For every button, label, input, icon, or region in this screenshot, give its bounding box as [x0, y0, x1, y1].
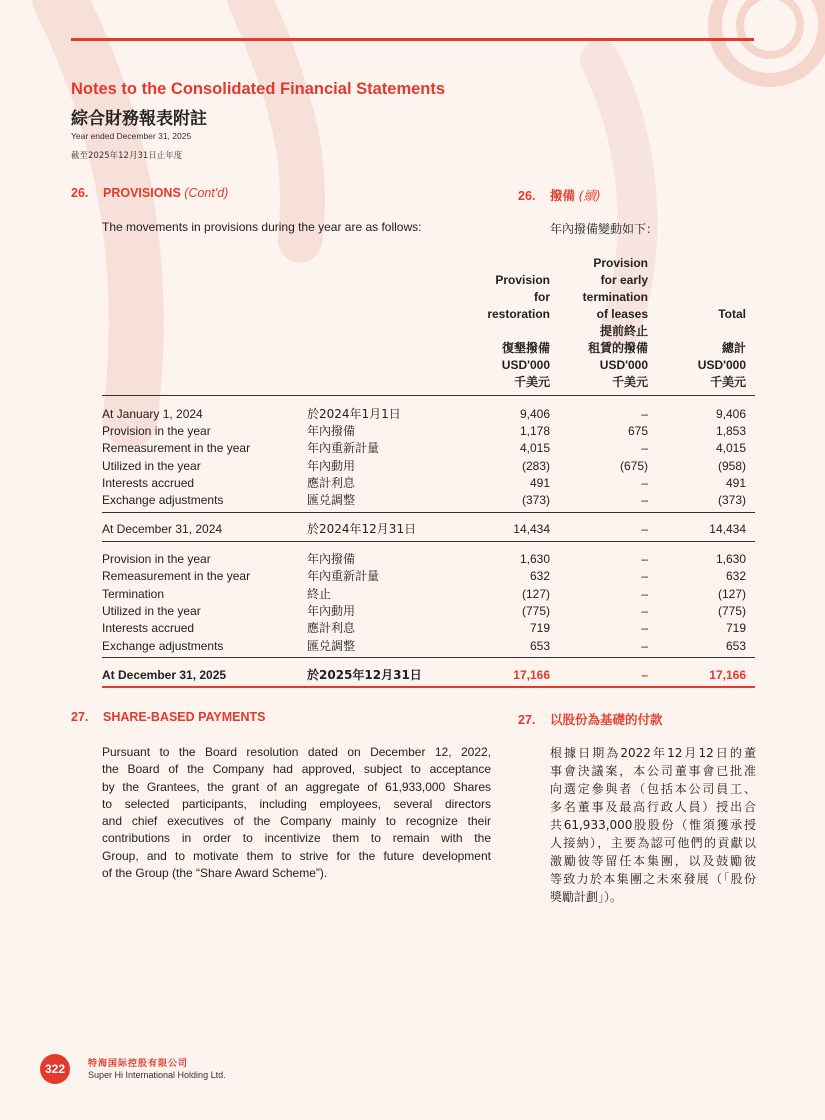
table-row: At January 1, 2024 於2024年1月1日 9,406 – 9,406 [102, 407, 746, 421]
period-label: Year ended December 31, 2025 [71, 131, 192, 141]
share-award-paragraph: Pursuant to the Board resolution dated on December 12, 2022, the Board of the Company had approved, subject to acceptance by the Grantees, the grant of an aggregate of 61,933,000 Shares to selected participants, including employees, several directors and chief executives of the Company mainly to recognize their contributions in order to incentivize them to remain with the Group, and to motivate them to strive for the future development of the Group (the “Share Award Scheme”). [102, 745, 491, 881]
header-rule [71, 38, 754, 41]
table-row: Termination 終止 (127) – (127) [102, 587, 746, 601]
period-label-zh: 截至2025年12月31日止年度 [71, 151, 183, 161]
subtotal-rule [102, 512, 755, 513]
section-26-heading: 26. PROVISIONS (Cont'd) [71, 186, 229, 200]
table-row-subtotal: At December 31, 2024 於2024年12月31日 14,434 – 14,434 [102, 522, 746, 536]
table-row: Provision in the year 年內撥備 1,630 – 1,630 [102, 552, 746, 566]
column-header-early-termination: Provision for early termination of leases 提前終止 租賃的撥備 USD'000 千美元 [582, 256, 648, 389]
table-row: Interests accrued 應計利息 491 – 491 [102, 476, 746, 490]
provisions-intro: The movements in provisions during the year are as follows: [102, 220, 422, 234]
column-header-restoration: Provision for restoration 復墾撥備 USD'000 千美元 [487, 273, 550, 389]
section-27-heading: 27. SHARE-BASED PAYMENTS [71, 710, 266, 724]
section-26-heading-zh: 26. 撥備 (續) [518, 188, 601, 203]
provisions-intro-zh: 年內撥備變動如下： [550, 222, 659, 236]
total-double-rule [102, 686, 755, 688]
subtotal-rule [102, 541, 755, 542]
company-name-zh: 特海国际控股有限公司 [88, 1059, 189, 1069]
table-row: Provision in the year 年內撥備 1,178 675 1,853 [102, 424, 746, 438]
column-header-total: Total 總計 USD'000 千美元 [697, 307, 746, 389]
share-award-paragraph-zh: 根據日期為2022年12月12日的董 事會決議案，本公司董事會已批准 向選定參與者（包括本公司員工、 多名董事及最高行政人員）授出合 共61,933,000股股份（惟須獲承授 人接納），主要為認可他們的貢獻以 激勵彼等留任本集團，以及鼓勵彼 等致力於本集團之未來發展（「股份 獎勵計劃」）。 [550, 746, 756, 904]
table-row: Interests accrued 應計利息 719 – 719 [102, 621, 746, 635]
table-row-total: At December 31, 2025 於2025年12月31日 17,166 – 17,166 [102, 668, 746, 682]
table-header-rule [102, 395, 755, 396]
table-row: Remeasurement in the year 年內重新計量 4,015 – 4,015 [102, 441, 746, 455]
table-row: Utilized in the year 年內動用 (283) (675) (958) [102, 459, 746, 473]
table-row: Utilized in the year 年內動用 (775) – (775) [102, 604, 746, 618]
table-row: Exchange adjustments 匯兑調整 (373) – (373) [102, 493, 746, 507]
total-rule [102, 657, 755, 658]
table-row: Remeasurement in the year 年內重新計量 632 – 632 [102, 569, 746, 583]
company-name: Super Hi International Holding Ltd. [88, 1070, 226, 1080]
page-title-zh: 綜合財務報表附註 [71, 109, 207, 129]
page-title: Notes to the Consolidated Financial Statements [71, 80, 446, 98]
table-row: Exchange adjustments 匯兑調整 653 – 653 [102, 639, 746, 653]
page-number: 322 [40, 1054, 70, 1084]
section-27-heading-zh: 27. 以股份為基礎的付款 [518, 712, 663, 727]
